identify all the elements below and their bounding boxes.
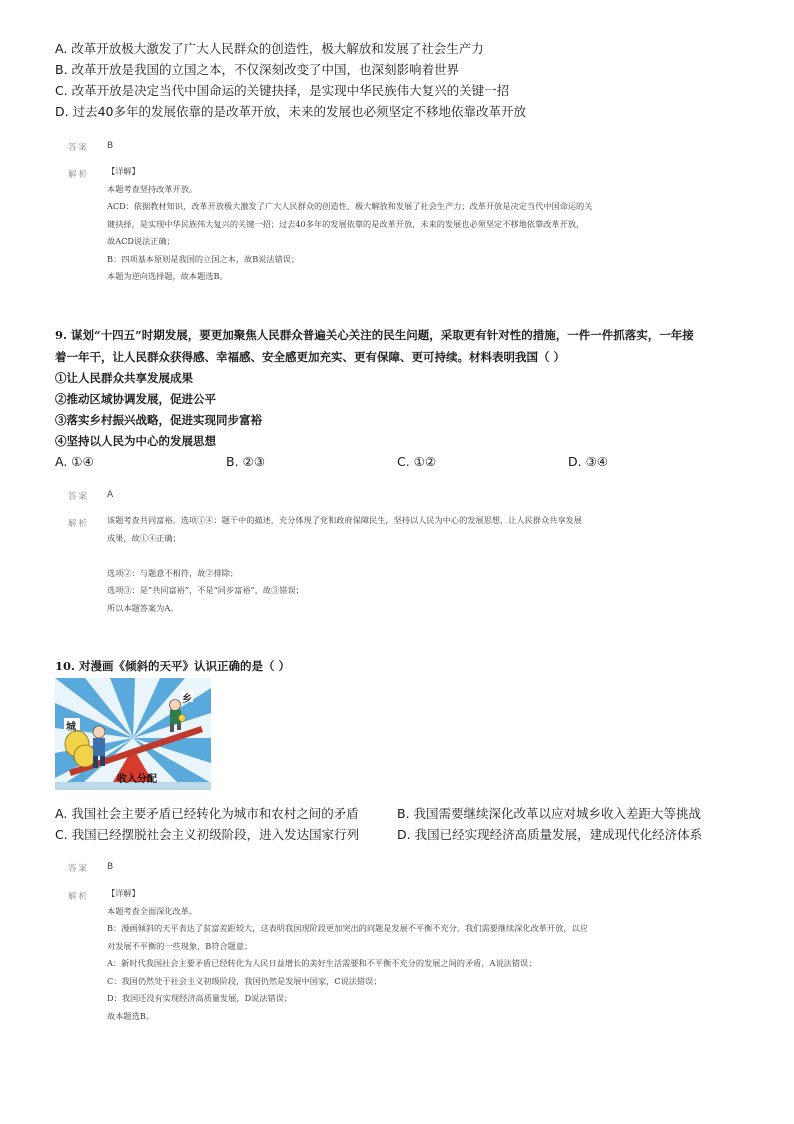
q8-analysis-line: 【详解】 [107, 166, 140, 176]
q10-analysis [107, 885, 588, 1025]
q8-analysis-line: 键抉择，是实现中华民族伟大复兴的关键一招；过去40多年的发展依靠的是改革开放，未来的发展也必须坚定不移地依靠改革开放， [107, 218, 585, 229]
q9-analysis-line: 所以本题答案为A。 [107, 602, 179, 613]
q8-analysis [107, 163, 592, 286]
cartoon-label-base: 收入分配 [117, 774, 157, 785]
q8-answer-value: B [107, 141, 114, 151]
q10-option-c: C. 我国已经摆脱社会主义初级阶段，进入发达国家行列 [55, 827, 360, 842]
q10-answer-label: 答案 [68, 864, 90, 874]
q8-option-c: C. 改革开放是决定当代中国命运的关键抉择，是实现中华民族伟大复兴的关键一招 [55, 83, 510, 98]
q10-analysis-line: B：漫画倾斜的天平表达了贫富差距较大，这表明我国现阶段更加突出的问题是发展不平衡不充分，我们需要继续深化改革开放，以应 [107, 923, 588, 933]
q10-analysis-line: D：我国还没有实现经济高质量发展，D说法错误； [107, 993, 293, 1003]
q8-analysis-line: B：四项基本原则是我国的立国之本，故B说法错误； [107, 253, 300, 264]
q9-statements [55, 369, 262, 453]
q10-analysis-line: 【详解】 [107, 888, 140, 898]
q10-analysis-line: 对发展不平衡的一些现象，B符合题意； [107, 940, 253, 951]
q9-option-a: A. ①④ [55, 454, 94, 469]
q8-options [55, 40, 526, 124]
q10-analysis-line: C：我国仍然处于社会主义初级阶段，我国仍然是发展中国家，C说法错误； [107, 975, 382, 986]
q10-option-b: B. 我国需要继续深化改革以应对城乡收入差距大等挑战 [397, 806, 702, 821]
q9-statement: ④坚持以人民为中心的发展思想 [55, 434, 216, 448]
q9-stem [55, 325, 755, 367]
q8-analysis-label: 解析 [68, 170, 90, 180]
q9-statement: ②推动区域协调发展，促进公平 [55, 392, 216, 406]
q9-stem-line: 着一年干，让人民群众获得感、幸福感、安全感更加充实、更有保障、更可持续。材料表明我国（ ） [55, 350, 565, 364]
q10-analysis-line: 本题考查全面深化改革。 [107, 905, 198, 916]
q9-option-b: B. ②③ [226, 454, 265, 469]
q10-analysis-line: 故本题选B。 [107, 1010, 154, 1021]
q8-option-d: D. 过去40多年的发展依靠的是改革开放，未来的发展也必须坚定不移地依靠改革开放 [55, 104, 526, 119]
q9-option-d: D. ③④ [568, 454, 608, 469]
q9-analysis [107, 512, 582, 617]
q9-answer-label: 答案 [68, 492, 90, 502]
q9-analysis-line: 选项③：是“共同富裕”，不是“同步富裕”，故③错误； [107, 585, 304, 595]
q9-analysis-line: 选项②：与题意不相符，故②排除； [107, 567, 239, 578]
q8-answer-label: 答案 [68, 143, 90, 153]
q8-option-b: B. 改革开放是我国的立国之本，不仅深刻改变了中国，也深刻影响着世界 [55, 62, 460, 77]
q8-analysis-line: 本题为逆向选择题，故本题选B。 [107, 271, 228, 281]
q9-analysis-line: 成果，故①④正确； [107, 532, 181, 543]
q9-analysis-line [107, 547, 582, 565]
q10-option-d: D. 我国已经实现经济高质量发展，建成现代化经济体系 [397, 827, 703, 842]
cartoon-tilted-scale [55, 678, 211, 790]
q9-answer-value: A [107, 490, 114, 500]
q8-analysis-line: 本题考查坚持改革开放。 [107, 183, 198, 194]
q9-statement: ③落实乡村振兴战略，促进实现同步富裕 [55, 413, 262, 427]
q9-statement: ①让人民群众共享发展成果 [55, 371, 193, 385]
q8-option-a: A. 改革开放极大激发了广大人民群众的创造性，极大解放和发展了社会生产力 [55, 41, 484, 56]
q9-stem-line: 9. 谋划“十四五”时期发展，要更加聚焦人民群众普遍关心关注的民生问题，采取更有针对性的措施，一件一件抓落实，一年接 [55, 328, 694, 342]
q9-option-c: C. ①② [397, 454, 437, 469]
q10-analysis-line: A：新时代我国社会主要矛盾已经转化为人民日益增长的美好生活需要和不平衡不充分的发展之间的矛盾，A说法错误； [107, 958, 537, 968]
q9-analysis-line: 该题考查共同富裕。选项①④：题干中的描述，充分体现了党和政府保障民生，坚持以人民为中心的发展思想，让人民群众共享发展 [107, 515, 582, 525]
q8-analysis-line: 故ACD说法正确； [107, 236, 175, 246]
q9-analysis-label: 解析 [68, 519, 90, 529]
q10-stem: 10. 对漫画《倾斜的天平》认识正确的是（ ） [55, 659, 291, 673]
cartoon-label-city: 城 [66, 722, 76, 733]
q10-analysis-label: 解析 [68, 892, 90, 902]
q10-answer-value: B [107, 862, 114, 872]
q10-option-a: A. 我国社会主要矛盾已经转化为城市和农村之间的矛盾 [55, 806, 359, 821]
cartoon-label-rural: 乡 [182, 694, 192, 705]
q8-analysis-line: ACD：依据教材知识，改革开放极大激发了广大人民群众的创造性，极大解放和发展了社会生产力；改革开放是决定当代中国命运的关 [107, 201, 593, 211]
